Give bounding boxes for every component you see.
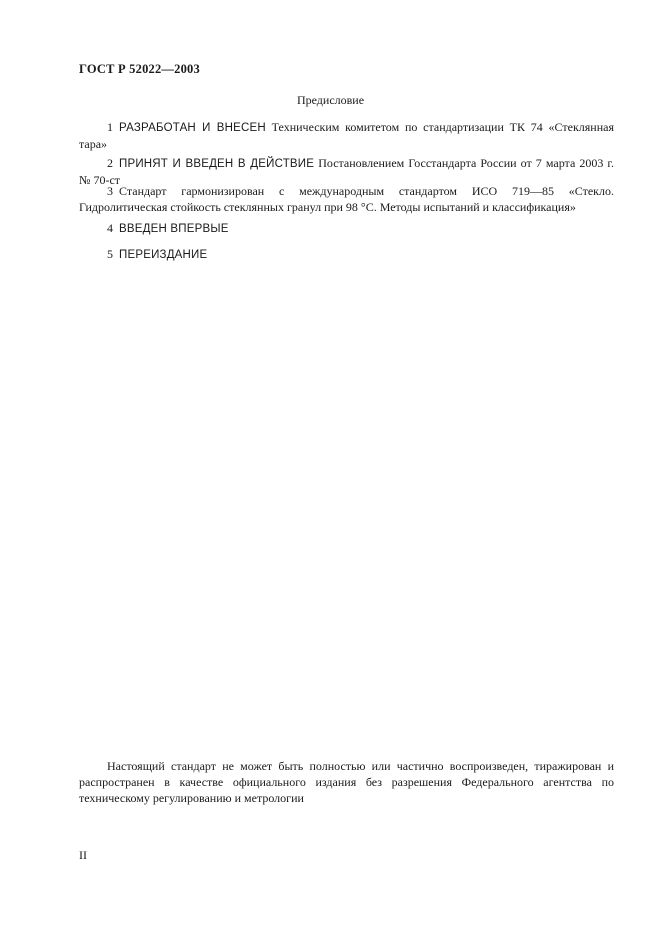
standard-code-header: ГОСТ Р 52022—2003 xyxy=(79,62,200,76)
item-number: 5 xyxy=(107,247,113,261)
item-heading: ВВЕДЕН ВПЕРВЫЕ xyxy=(119,223,229,235)
item-text: Техническим комитетом по стандартизации ТК 74 «Стеклянная тара» xyxy=(79,120,614,151)
item-heading: ПЕРЕИЗДАНИЕ xyxy=(119,249,208,261)
item-number: 1 xyxy=(107,120,113,134)
item-heading: РАЗРАБОТАН И ВНЕСЕН xyxy=(119,122,266,134)
foreword-title: Предисловие xyxy=(296,93,365,107)
item-number: 2 xyxy=(107,156,113,170)
item-heading: ПРИНЯТ И ВВЕДЕН В ДЕЙСТВИЕ xyxy=(119,158,315,170)
foreword-item-5 xyxy=(79,246,614,263)
foreword-item-4 xyxy=(79,220,614,237)
item-number: 4 xyxy=(107,221,113,235)
foreword-item-3 xyxy=(79,183,614,215)
item-number: 3 xyxy=(107,184,113,198)
item-text: Стандарт гармонизирован с международным стандартом ИСО 719—85 «Стекло. Гидролитическая стойкость стеклянных гранул при 98 °С. Методы испытаний и классификация» xyxy=(79,184,614,214)
item-text: Постановлением Госстандарта России от 7 марта 2003 г. № 70-ст xyxy=(79,156,614,187)
page-number: II xyxy=(79,848,87,862)
foreword-item-1 xyxy=(79,119,614,152)
copyright-notice: Настоящий стандарт не может быть полностью или частично воспроизведен, тиражирован и распространен в качестве официального издания без разрешения Федерального агентства по техническому регулированию и метрологии xyxy=(79,759,614,805)
